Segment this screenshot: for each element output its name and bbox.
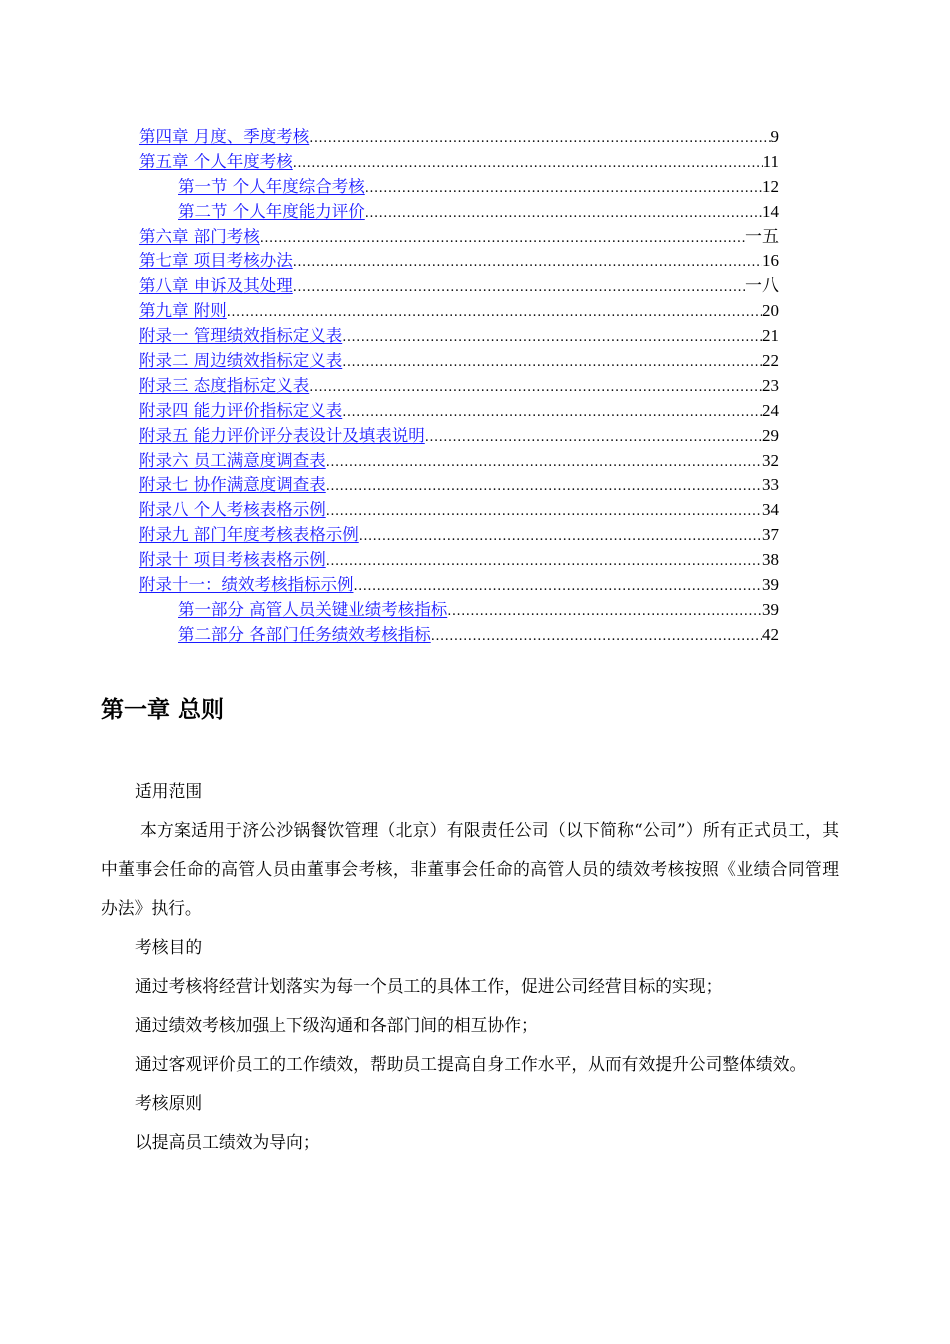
toc-entry-link[interactable]: 第七章 项目考核办法 bbox=[139, 251, 293, 271]
toc-leader-dots bbox=[227, 301, 762, 326]
toc-entry[interactable] bbox=[139, 449, 779, 474]
toc-entry[interactable] bbox=[139, 498, 779, 523]
toc-entry[interactable] bbox=[139, 548, 779, 573]
toc-page-number: 12 bbox=[762, 176, 779, 196]
toc-entry-link[interactable]: 附录五 能力评价评分表设计及填表说明 bbox=[139, 425, 425, 445]
toc-leader-dots bbox=[309, 127, 770, 152]
toc-entry-link[interactable]: 第五章 个人年度考核 bbox=[139, 151, 293, 171]
toc-entry-link[interactable]: 附录十 项目考核表格示例 bbox=[139, 550, 326, 570]
toc-entry-link[interactable]: 附录一 管理绩效指标定义表 bbox=[139, 326, 343, 346]
toc-entry-link[interactable]: 附录三 态度指标定义表 bbox=[139, 375, 310, 395]
toc-page-number: 22 bbox=[762, 351, 779, 371]
toc-entry[interactable] bbox=[139, 573, 779, 598]
toc-page-number: 42 bbox=[762, 624, 779, 644]
toc-leader-dots bbox=[293, 251, 762, 276]
toc-entry[interactable] bbox=[139, 125, 779, 150]
section-heading-purpose: 考核目的 bbox=[135, 937, 203, 957]
toc-entry-link[interactable]: 第二节 个人年度能力评价 bbox=[178, 201, 365, 221]
toc-entry[interactable] bbox=[139, 175, 779, 200]
toc-page-number: 16 bbox=[762, 251, 779, 271]
toc-page-number: 11 bbox=[762, 151, 779, 171]
toc-leader-dots bbox=[326, 550, 762, 575]
toc-leader-dots bbox=[293, 152, 763, 177]
toc-entry[interactable] bbox=[139, 623, 779, 648]
paragraph-purpose-2: 通过绩效考核加强上下级沟通和各部门间的相互协作； bbox=[135, 1015, 538, 1035]
toc-entry-link[interactable]: 附录八 个人考核表格示例 bbox=[139, 500, 326, 520]
paragraph-scope: 本方案适用于济公沙锅餐饮管理（北京）有限责任公司（以下简称“公司”）所有正式员工，其中董事会任命的高管人员由董事会考核，非董事会任命的高管人员的绩效考核按照《业绩合同管理办法》执行。 bbox=[101, 820, 839, 918]
table-of-contents bbox=[139, 125, 779, 648]
toc-leader-dots bbox=[342, 401, 762, 426]
toc-entry[interactable] bbox=[139, 349, 779, 374]
toc-entry[interactable] bbox=[139, 274, 779, 299]
toc-entry[interactable] bbox=[139, 598, 779, 623]
toc-entry-link[interactable]: 第一部分 高管人员关键业绩考核指标 bbox=[178, 599, 448, 619]
toc-leader-dots bbox=[425, 426, 762, 451]
toc-entry-link[interactable]: 附录二 周边绩效指标定义表 bbox=[139, 351, 343, 371]
toc-page-number: 一五 bbox=[745, 226, 779, 246]
toc-page-number: 21 bbox=[762, 326, 779, 346]
toc-leader-dots bbox=[326, 451, 762, 476]
toc-page-number: 24 bbox=[762, 400, 779, 420]
toc-page-number: 9 bbox=[770, 127, 779, 146]
chapter-title: 第一章 总则 bbox=[101, 697, 225, 723]
toc-page-number: 29 bbox=[762, 425, 779, 445]
toc-entry[interactable] bbox=[139, 200, 779, 225]
toc-page-number: 一八 bbox=[745, 276, 779, 296]
toc-entry[interactable] bbox=[139, 424, 779, 449]
toc-entry-link[interactable]: 第二部分 各部门任务绩效考核指标 bbox=[178, 624, 431, 644]
toc-leader-dots bbox=[447, 600, 762, 625]
toc-page-number: 37 bbox=[762, 525, 779, 545]
toc-entry-link[interactable]: 附录四 能力评价指标定义表 bbox=[139, 400, 343, 420]
toc-entry-link[interactable]: 附录九 部门年度考核表格示例 bbox=[139, 525, 359, 545]
toc-entry-link[interactable]: 第六章 部门考核 bbox=[139, 226, 260, 246]
toc-page-number: 14 bbox=[762, 201, 779, 221]
toc-leader-dots bbox=[365, 177, 762, 202]
toc-entry-link[interactable]: 第九章 附则 bbox=[139, 301, 227, 321]
toc-leader-dots bbox=[342, 351, 762, 376]
toc-leader-dots bbox=[359, 525, 762, 550]
toc-leader-dots bbox=[293, 276, 745, 301]
toc-page-number: 39 bbox=[762, 575, 779, 595]
toc-entry[interactable] bbox=[139, 324, 779, 349]
paragraph-principle-1: 以提高员工绩效为导向； bbox=[135, 1132, 320, 1152]
paragraph-purpose-3: 通过客观评价员工的工作绩效，帮助员工提高自身工作水平，从而有效提升公司整体绩效。 bbox=[135, 1054, 807, 1074]
toc-page-number: 33 bbox=[762, 475, 779, 495]
toc-page-number: 38 bbox=[762, 550, 779, 570]
paragraph-purpose-1: 通过考核将经营计划落实为每一个员工的具体工作，促进公司经营目标的实现； bbox=[135, 976, 723, 996]
toc-leader-dots bbox=[309, 376, 762, 401]
toc-page-number: 34 bbox=[762, 500, 779, 520]
toc-leader-dots bbox=[260, 227, 745, 252]
toc-leader-dots bbox=[431, 625, 762, 650]
toc-entry[interactable] bbox=[139, 523, 779, 548]
toc-leader-dots bbox=[326, 475, 762, 500]
toc-entry-link[interactable]: 附录十一：绩效考核指标示例 bbox=[139, 575, 354, 595]
toc-entry[interactable] bbox=[139, 399, 779, 424]
toc-entry-link[interactable]: 第一节 个人年度综合考核 bbox=[178, 176, 365, 196]
toc-entry[interactable] bbox=[139, 225, 779, 250]
toc-entry[interactable] bbox=[139, 249, 779, 274]
toc-page-number: 39 bbox=[762, 599, 779, 619]
toc-entry-link[interactable]: 第八章 申诉及其处理 bbox=[139, 276, 293, 296]
toc-entry-link[interactable]: 第四章 月度、季度考核 bbox=[139, 127, 310, 146]
toc-leader-dots bbox=[354, 575, 763, 600]
section-heading-principle: 考核原则 bbox=[135, 1093, 203, 1113]
toc-entry-link[interactable]: 附录六 员工满意度调查表 bbox=[139, 450, 326, 470]
toc-entry[interactable] bbox=[139, 150, 779, 175]
section-heading-scope: 适用范围 bbox=[135, 781, 203, 801]
toc-entry-link[interactable]: 附录七 协作满意度调查表 bbox=[139, 475, 326, 495]
toc-entry[interactable] bbox=[139, 299, 779, 324]
toc-page-number: 20 bbox=[762, 301, 779, 321]
toc-entry[interactable] bbox=[139, 374, 779, 399]
toc-leader-dots bbox=[342, 326, 762, 351]
toc-leader-dots bbox=[365, 202, 762, 227]
toc-page-number: 23 bbox=[762, 375, 779, 395]
toc-leader-dots bbox=[326, 500, 762, 525]
chapter-body bbox=[101, 772, 839, 1162]
toc-page-number: 32 bbox=[762, 450, 779, 470]
toc-entry[interactable] bbox=[139, 473, 779, 498]
